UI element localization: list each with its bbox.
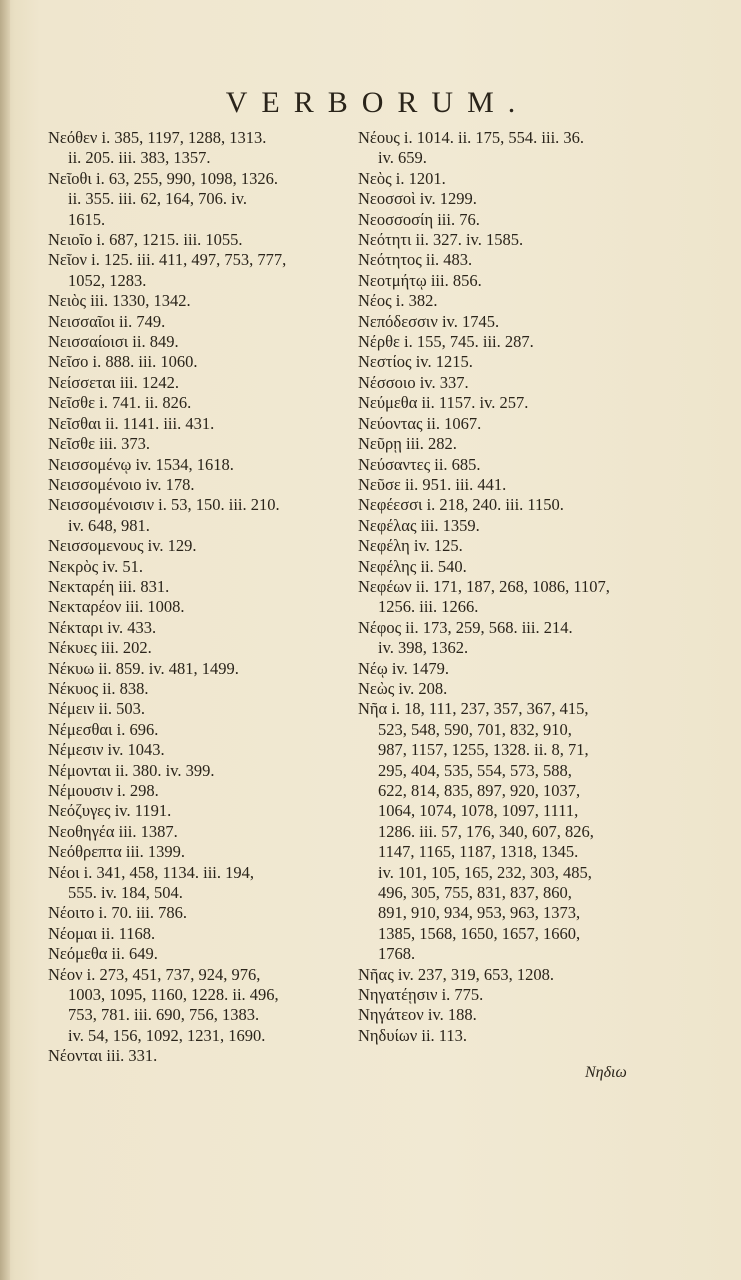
entry-headword-line: Νεῦσε ii. 951. iii. 441.	[358, 474, 507, 494]
entry-headword-line: Νεόθρεπτα iii. 1399.	[48, 842, 186, 862]
entry-headword-line: Νεισσαῖοι ii. 749.	[48, 311, 166, 331]
index-entry	[358, 679, 688, 699]
index-entry	[48, 230, 356, 250]
entry-headword-line: Νεότητος ii. 483.	[358, 250, 473, 270]
entry-continuation-line: 1064, 1074, 1078, 1097, 1111,	[378, 801, 579, 821]
page-gutter-shadow	[0, 0, 10, 1280]
index-entry	[358, 516, 688, 536]
index-entry	[48, 801, 356, 821]
entry-headword-line: Νεφέλη iv. 125.	[358, 536, 463, 556]
index-entry	[48, 495, 356, 536]
entry-headword-line: Νεισσαίοισι ii. 849.	[48, 332, 179, 352]
index-column-left	[48, 128, 356, 1067]
index-entry	[358, 1026, 688, 1046]
entry-continuation-line: 496, 305, 755, 831, 837, 860,	[378, 883, 572, 903]
index-entry	[48, 332, 356, 352]
entry-continuation-line: iv. 648, 981.	[68, 515, 150, 535]
entry-headword-line: Νειὸς iii. 1330, 1342.	[48, 291, 191, 311]
index-entry	[358, 965, 688, 985]
index-entry	[48, 291, 356, 311]
index-entry	[48, 638, 356, 658]
entry-continuation-line: ii. 205. iii. 383, 1357.	[68, 148, 211, 168]
entry-continuation-line: 1052, 1283.	[68, 270, 147, 290]
entry-headword-line: Νέφος ii. 173, 259, 568. iii. 214.	[358, 617, 573, 637]
entry-continuation-line: 523, 548, 590, 701, 832, 910,	[378, 719, 572, 739]
entry-headword-line: Νεοσσοσίη iii. 76.	[358, 209, 480, 229]
entry-headword-line: Νεπόδεσσιν iv. 1745.	[358, 311, 500, 331]
entry-headword-line: Νεύσαντες ii. 685.	[358, 454, 481, 474]
entry-headword-line: Νέοιτο i. 70. iii. 786.	[48, 903, 188, 923]
index-entry	[358, 169, 688, 189]
index-entry	[48, 352, 356, 372]
entry-headword-line: Νειοῖο i. 687, 1215. iii. 1055.	[48, 230, 243, 250]
entry-headword-line: Νεότητι ii. 327. iv. 1585.	[358, 230, 524, 250]
index-entry	[358, 291, 688, 311]
index-entry	[358, 414, 688, 434]
index-entry	[358, 1005, 688, 1025]
entry-headword-line: Νεκταρέον iii. 1008.	[48, 597, 185, 617]
entry-continuation-line: 555. iv. 184, 504.	[68, 883, 183, 903]
index-entry	[48, 903, 356, 923]
entry-continuation-line: ii. 355. iii. 62, 164, 706. iv.	[68, 189, 248, 209]
index-entry	[48, 1046, 356, 1066]
entry-headword-line: Νέμεσιν iv. 1043.	[48, 740, 165, 760]
index-entry	[48, 536, 356, 556]
index-entry	[48, 597, 356, 617]
entry-continuation-line: 622, 814, 835, 897, 920, 1037,	[378, 781, 581, 800]
entry-headword-line: Νηγάτεον iv. 188.	[358, 1005, 477, 1025]
index-entry	[358, 230, 688, 250]
index-entry	[48, 393, 356, 413]
index-entry	[48, 434, 356, 454]
entry-headword-line: Νέμειν ii. 503.	[48, 699, 145, 719]
index-entry	[358, 373, 688, 393]
index-entry	[358, 352, 688, 372]
entry-headword-line: Νεφέλης ii. 540.	[358, 556, 467, 576]
index-entry	[48, 965, 356, 1047]
index-entry	[358, 189, 688, 209]
entry-headword-line: Νέους i. 1014. ii. 175, 554. iii. 36.	[358, 128, 585, 147]
index-entry	[358, 557, 688, 577]
index-entry	[48, 373, 356, 393]
entry-headword-line: Νεστίος iv. 1215.	[358, 352, 473, 372]
entry-headword-line: Νέκυος ii. 838.	[48, 678, 149, 698]
entry-headword-line: Νεφέεσσι i. 218, 240. iii. 1150.	[358, 495, 564, 515]
entry-continuation-line: 891, 910, 934, 953, 963, 1373,	[378, 903, 581, 923]
index-entry	[358, 271, 688, 291]
entry-headword-line: Νέρθε i. 155, 745. iii. 287.	[358, 332, 534, 352]
entry-headword-line: Νῆα i. 18, 111, 237, 357, 367, 415,	[358, 699, 589, 719]
index-entry	[48, 659, 356, 679]
entry-continuation-line: 987, 1157, 1255, 1328. ii. 8, 71,	[378, 740, 589, 760]
index-entry	[48, 944, 356, 964]
entry-continuation-line: 1147, 1165, 1187, 1318, 1345.	[378, 842, 579, 862]
index-column-right	[358, 128, 688, 1046]
entry-continuation-line: 1385, 1568, 1650, 1657, 1660,	[378, 923, 581, 943]
entry-headword-line: Νέονται iii. 331.	[48, 1046, 158, 1066]
entry-continuation-line: iv. 398, 1362.	[378, 638, 469, 658]
running-head: VERBORUM.	[225, 86, 530, 119]
entry-headword-line: Νεόζυγες iv. 1191.	[48, 801, 172, 821]
index-entry	[358, 536, 688, 556]
entry-continuation-line: iv. 101, 105, 165, 232, 303, 485,	[378, 862, 592, 882]
index-entry	[358, 312, 688, 332]
index-entry	[48, 577, 356, 597]
index-entry	[48, 250, 356, 291]
entry-headword-line: Νέον i. 273, 451, 737, 924, 976,	[48, 964, 261, 984]
index-entry	[48, 557, 356, 577]
entry-headword-line: Νέμεσθαι i. 696.	[48, 719, 159, 739]
index-entry	[48, 475, 356, 495]
entry-continuation-line: iv. 54, 156, 1092, 1231, 1690.	[68, 1025, 266, 1045]
index-entry	[358, 659, 688, 679]
index-entry	[358, 250, 688, 270]
index-entry	[48, 169, 356, 230]
index-entry	[48, 128, 356, 169]
index-entry	[48, 781, 356, 801]
entry-continuation-line: 295, 404, 535, 554, 573, 588,	[378, 760, 572, 780]
entry-headword-line: Νέῳ iv. 1479.	[358, 658, 449, 678]
entry-headword-line: Νέμονται ii. 380. iv. 399.	[48, 760, 215, 780]
entry-continuation-line: 1615.	[68, 209, 106, 229]
entry-headword-line: Νέσσοιο iv. 337.	[358, 372, 469, 392]
index-entry	[48, 863, 356, 904]
entry-headword-line: Νεῦρῃ iii. 282.	[358, 434, 457, 454]
entry-headword-line: Νέος i. 382.	[358, 291, 438, 311]
index-entry	[358, 577, 688, 618]
entry-headword-line: Νεόθεν i. 385, 1197, 1288, 1313.	[48, 128, 267, 147]
entry-headword-line: Νέμουσιν i. 298.	[48, 781, 159, 800]
index-entry	[48, 455, 356, 475]
entry-continuation-line: 1286. iii. 57, 176, 340, 607, 826,	[378, 821, 594, 841]
entry-headword-line: Νεκταρέη iii. 831.	[48, 576, 170, 596]
index-entry	[358, 985, 688, 1005]
entry-headword-line: Νεῖσθε i. 741. ii. 826.	[48, 393, 192, 413]
index-entry	[358, 128, 688, 169]
entry-headword-line: Νέομαι ii. 1168.	[48, 923, 156, 943]
entry-headword-line: Νέκυες iii. 202.	[48, 638, 152, 658]
index-entry	[358, 434, 688, 454]
entry-headword-line: Νηγατέῃσιν i. 775.	[358, 985, 484, 1005]
entry-continuation-line: 1256. iii. 1266.	[378, 597, 479, 617]
entry-headword-line: Νεῖσθε iii. 373.	[48, 434, 151, 454]
entry-headword-line: Νεοσσοὶ iv. 1299.	[358, 189, 477, 209]
catchword: Νηδιω	[585, 1064, 627, 1081]
entry-headword-line: Νεισσομενους iv. 129.	[48, 536, 197, 556]
index-entry	[48, 740, 356, 760]
index-entry	[48, 720, 356, 740]
index-entry	[48, 699, 356, 719]
entry-headword-line: Νηδυίων ii. 113.	[358, 1025, 468, 1045]
index-entry	[48, 312, 356, 332]
entry-continuation-line: iv. 659.	[378, 148, 427, 168]
entry-headword-line: Νεὼς iv. 208.	[358, 678, 448, 698]
index-entry	[358, 455, 688, 475]
index-entry	[48, 761, 356, 781]
index-entry	[358, 332, 688, 352]
entry-headword-line: Νεύοντας ii. 1067.	[358, 413, 482, 433]
index-entry	[358, 393, 688, 413]
entry-headword-line: Νέκυω ii. 859. iv. 481, 1499.	[48, 658, 239, 678]
entry-headword-line: Νεῖον i. 125. iii. 411, 497, 753, 777,	[48, 250, 287, 270]
entry-headword-line: Νεοτμήτῳ iii. 856.	[358, 270, 482, 290]
index-entry	[48, 924, 356, 944]
entry-headword-line: Νεύμεθα ii. 1157. iv. 257.	[358, 393, 529, 413]
index-entry	[358, 475, 688, 495]
entry-headword-line: Νεφέλας iii. 1359.	[358, 515, 480, 535]
entry-continuation-line: 753, 781. iii. 690, 756, 1383.	[68, 1005, 260, 1025]
entry-headword-line: Νεισσομένοιο iv. 178.	[48, 474, 195, 494]
entry-headword-line: Νεκρὸς iv. 51.	[48, 556, 143, 576]
index-entry	[48, 618, 356, 638]
index-entry	[48, 822, 356, 842]
index-entry	[358, 210, 688, 230]
entry-continuation-line: 1768.	[378, 944, 416, 964]
entry-headword-line: Νεῖοθι i. 63, 255, 990, 1098, 1326.	[48, 168, 278, 188]
index-entry	[358, 618, 688, 659]
index-entry	[358, 699, 688, 964]
index-entry	[48, 842, 356, 862]
entry-continuation-line: 1003, 1095, 1160, 1228. ii. 496,	[68, 985, 279, 1005]
entry-headword-line: Νῆας iv. 237, 319, 653, 1208.	[358, 964, 554, 984]
entry-headword-line: Νεφέων ii. 171, 187, 268, 1086, 1107,	[358, 576, 610, 596]
entry-headword-line: Νεόμεθα ii. 649.	[48, 944, 158, 964]
index-entry	[48, 414, 356, 434]
entry-headword-line: Νεῖσθαι ii. 1141. iii. 431.	[48, 413, 215, 433]
entry-headword-line: Νεισσομένοισιν i. 53, 150. iii. 210.	[48, 495, 280, 515]
entry-headword-line: Νεῖσο i. 888. iii. 1060.	[48, 352, 198, 372]
entry-headword-line: Νείσσεται iii. 1242.	[48, 372, 179, 392]
entry-headword-line: Νεοθηγέα iii. 1387.	[48, 821, 178, 841]
entry-headword-line: Νεισσομένῳ iv. 1534, 1618.	[48, 454, 234, 474]
index-entry	[358, 495, 688, 515]
entry-headword-line: Νεὸς i. 1201.	[358, 168, 446, 188]
entry-headword-line: Νέκταρι iv. 433.	[48, 617, 157, 637]
entry-headword-line: Νέοι i. 341, 458, 1134. iii. 194,	[48, 862, 255, 882]
index-entry	[48, 679, 356, 699]
